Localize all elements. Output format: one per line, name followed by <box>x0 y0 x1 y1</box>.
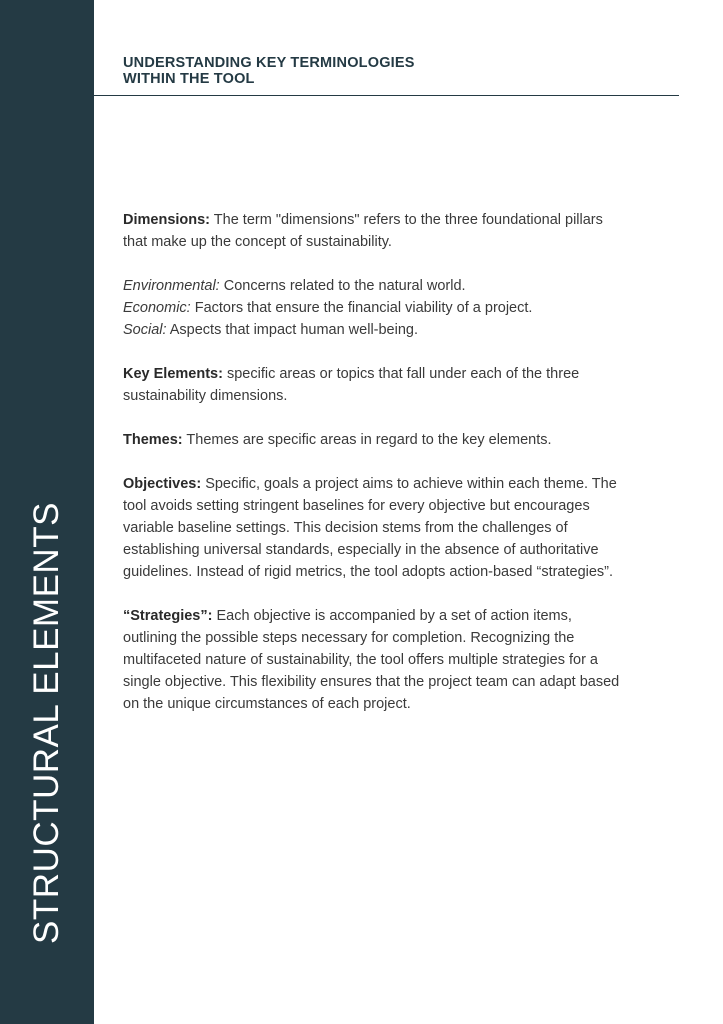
social-term: Social: <box>123 322 167 338</box>
key-elements-term: Key Elements: <box>123 366 223 382</box>
objectives-paragraph <box>123 473 628 583</box>
strategies-text: Each objective is accompanied by a set of action items, outlining the possible steps necessary for completion. Recognizing the multifaceted nature of sustainability, the tool offers multiple strategies for a single objective. This flexibility ensures that the project team can adapt based on the unique circumstances of each project. <box>123 608 620 712</box>
social-text: Aspects that impact human well-being. <box>166 322 418 338</box>
themes-term: Themes: <box>123 432 183 448</box>
sidebar-band <box>0 0 94 1024</box>
header-divider <box>94 95 679 96</box>
economic-term: Economic: <box>123 300 191 316</box>
environmental-term: Environmental: <box>123 278 220 294</box>
environmental-line <box>123 275 628 297</box>
objectives-text: Specific, goals a project aims to achieve within each theme. The tool avoids setting stringent baselines for every objective but encourages variable baseline settings. This decision stems from the challenges of establishing universal standards, especially in the absence of authoritative guidelines. Instead of rigid metrics, the tool adopts action-based “strategies”. <box>123 476 617 580</box>
key-elements-text: specific areas or topics that fall under each of the three sustainability dimensions. <box>123 366 580 404</box>
key-elements-paragraph <box>123 363 628 407</box>
themes-paragraph <box>123 429 628 451</box>
dimensions-text: The term "dimensions" refers to the three foundational pillars that make up the concept of sustainability. <box>123 212 603 250</box>
themes-text: Themes are specific areas in regard to the key elements. <box>182 432 552 448</box>
objectives-term: Objectives: <box>123 476 202 492</box>
dimensions-paragraph <box>123 209 628 253</box>
header-line-1: UNDERSTANDING KEY TERMINOLOGIES <box>123 55 415 71</box>
social-line <box>123 319 628 341</box>
environmental-text: Concerns related to the natural world. <box>219 278 466 294</box>
terminology-content <box>123 209 628 715</box>
strategies-paragraph <box>123 605 628 715</box>
economic-text: Factors that ensure the financial viability of a project. <box>190 300 533 316</box>
economic-line <box>123 297 628 319</box>
strategies-term: “Strategies”: <box>123 608 213 624</box>
sidebar-title: STRUCTURAL ELEMENTS <box>27 502 66 944</box>
header-line-2: WITHIN THE TOOL <box>123 71 255 87</box>
dimensions-term: Dimensions: <box>123 212 211 228</box>
page-header <box>123 55 573 87</box>
